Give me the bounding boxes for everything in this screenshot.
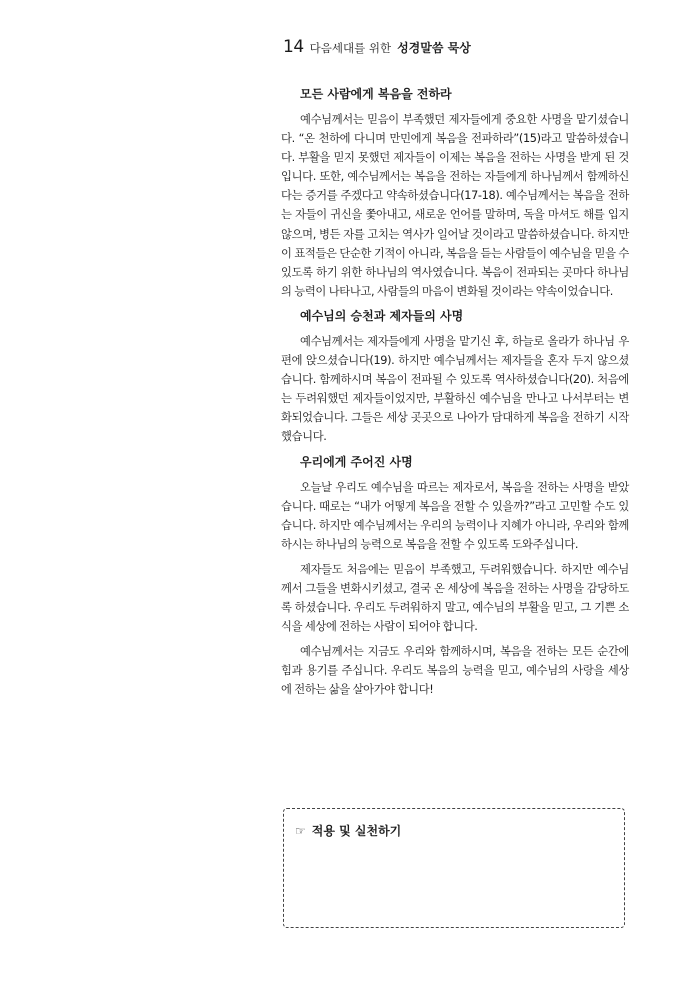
- article-body: [281, 85, 629, 706]
- series-label: 다음세대를 위한: [309, 41, 392, 55]
- practice-box: [283, 808, 625, 928]
- paragraph: 예수님께서는 믿음이 부족했던 제자들에게 중요한 사명을 맡기셨습니다. “온 천하에 다니며 만민에게 복음을 전파하라”(15)라고 말씀하셨습니다. 부활을 믿지 못했던 제자들이 이제는 복음을 전하는 사명을 받게 된 것입니다. 또한, 예수님께서는 복음을 전하는 자들에게 하나님께서 함께하신다는 증거를 주겠다고 약속하셨습니다(17-18). 예수님께서는 복음을 전하는 자들이 귀신을 쫓아내고, 새로운 언어를 말하며, 독을 마셔도 해를 입지 않으며, 병든 자를 고치는 역사가 일어날 것이라고 말씀하셨습니다. 하지만 이 표적들은 단순한 기적이 아니라, 복음을 듣는 사람들이 예수님을 믿을 수 있도록 하기 위한 하나님의 역사였습니다. 복음이 전파되는 곳마다 하나님의 능력이 나타나고, 사람들의 마음이 변화될 것이라는 약속이었습니다.: [281, 113, 629, 298]
- book-title: 성경말씀 묵상: [397, 41, 471, 55]
- practice-heading: [295, 822, 401, 839]
- section-title: 우리에게 주어진 사명: [300, 454, 413, 469]
- section-title: 예수님의 승천과 제자들의 사명: [300, 308, 464, 323]
- practice-title: 적용 및 실천하기: [311, 824, 402, 838]
- paragraph: 제자들도 처음에는 믿음이 부족했고, 두려워했습니다. 하지만 예수님께서 그들을 변화시키셨고, 결국 온 세상에 복음을 전하는 사명을 감당하도록 하셨습니다. 우리도 두려워하지 말고, 예수님의 부활을 믿고, 그 기쁜 소식을 세상에 전하는 사람이 되어야 합니다.: [281, 562, 629, 634]
- page-header: [283, 37, 471, 57]
- pointing-hand-icon: ☞: [295, 824, 306, 838]
- page-number: 14: [283, 37, 304, 57]
- paragraph: 예수님께서는 지금도 우리와 함께하시며, 복음을 전하는 모든 순간에 힘과 용기를 주십니다. 우리도 복음의 능력을 믿고, 예수님의 사랑을 세상에 전하는 삶을 살아가야 합니다!: [281, 645, 629, 697]
- paragraph: 예수님께서는 제자들에게 사명을 맡기신 후, 하늘로 올라가 하나님 우편에 앉으셨습니다(19). 하지만 예수님께서는 제자들을 혼자 두지 않으셨습니다. 함께하시며 복음이 전파될 수 있도록 역사하셨습니다(20). 처음에는 두려워했던 제자들이었지만, 부활하신 예수님을 만나고 나서부터는 변화되었습니다. 그들은 세상 곳곳으로 나아가 담대하게 복음을 전하기 시작했습니다.: [281, 334, 629, 444]
- paragraph: 오늘날 우리도 예수님을 따르는 제자로서, 복음을 전하는 사명을 받았습니다. 때로는 “내가 어떻게 복음을 전할 수 있을까?”라고 고민할 수도 있습니다. 하지만 예수님께서는 우리의 능력이나 지혜가 아니라, 우리와 함께하시는 하나님의 능력으로 복음을 전할 수 있도록 도와주십니다.: [281, 480, 629, 551]
- section-title: 모든 사람에게 복음을 전하라: [300, 87, 452, 101]
